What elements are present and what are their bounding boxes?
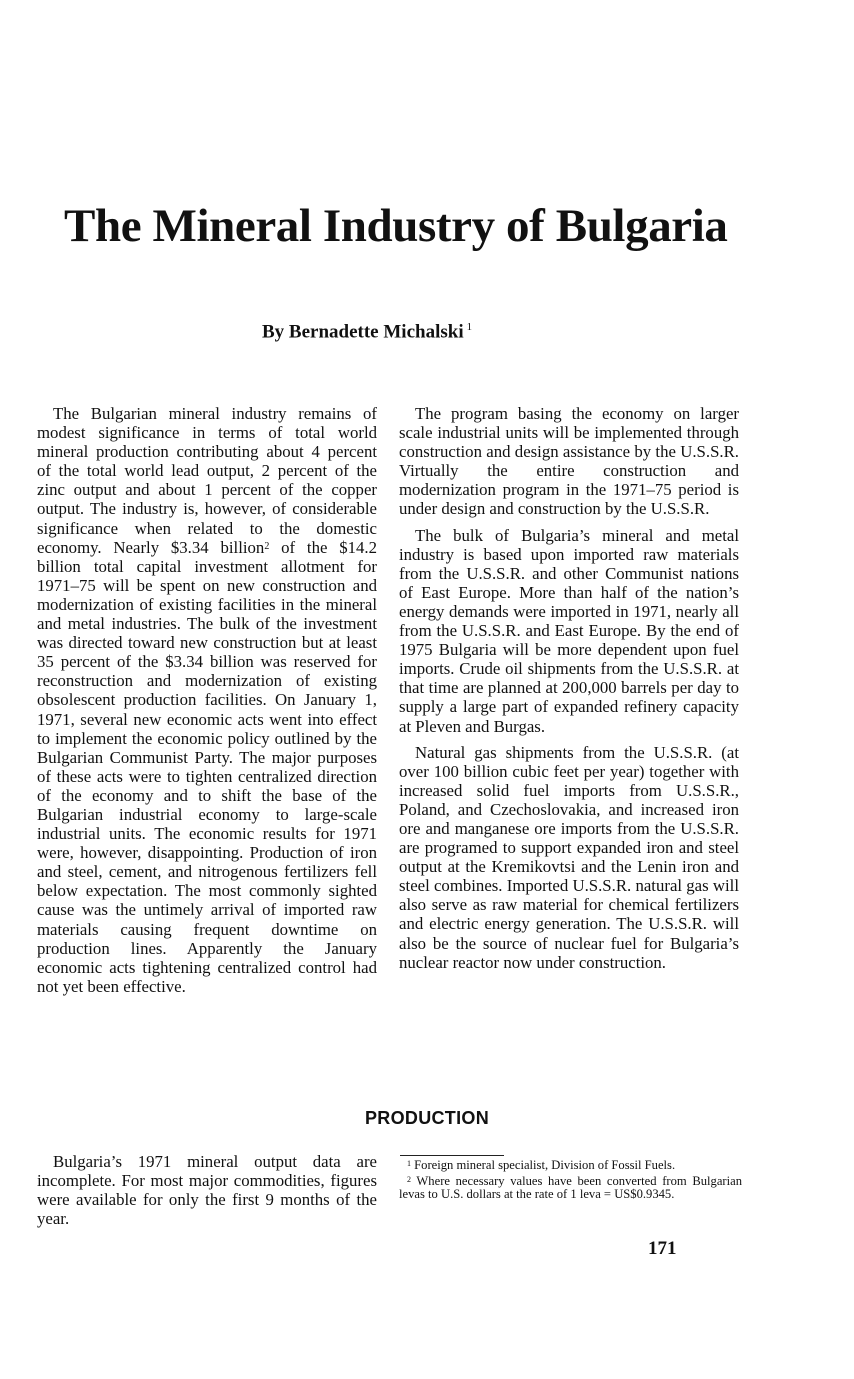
body-paragraph xyxy=(37,404,377,996)
body-paragraph: The bulk of Bulgaria’s mineral and metal industry is based upon imported raw materials from the U.S.S.R. and other Communist nations of East Europe. More than half of the nation’s energy demands were imported in 1971, nearly all from the U.S.S.R. and East Europe. By the end of 1975 Bulgaria will be more dependent upon fuel imports. Crude oil shipments from the U.S.S.R. at that time are planned at 200,000 barrels per day to supply a large part of expanded refinery capacity at Pleven and Burgas. xyxy=(399,525,739,736)
left-column xyxy=(37,404,377,1003)
footnote-text: Where necessary values have been converted from Bulgarian levas to U.S. dollars at the rate of 1 leva = US$0.9345. xyxy=(399,1174,742,1202)
paragraph-text: of the $14.2 billion total capital investment allotment for 1971–75 will be spent on new construction and modernization of existing facilities in the mineral and metal industries. The bulk of the investment was directed toward new construction but at least 35 percent of the $3.34 billion was reserved for reconstruction and modernization of existing obsolescent production facilities. On January 1, 1971, several new economic acts went into effect to implement the economic policy outlined by the Bulgarian Communist Party. The major purposes of these acts were to tighten centralized direction of the economy and to shift the base of the Bulgarian industrial economy to large-scale industrial units. The economic results for 1971 were, however, disappointing. Production of iron and steel, cement, and nitrogenous fertilizers fell below expectation. The most commonly sighted cause was the untimely arrival of imported raw materials causing frequent downtime on production lines. Apparently the January economic acts tightening centralized control had not yet been effective. xyxy=(37,537,377,996)
footnote-number: 2 xyxy=(407,1175,411,1185)
paragraph-text: The Bulgarian mineral industry remains of modest significance in terms of total world mineral production contributing about 4 percent of the total world lead output, 2 percent of the zinc output and about 1 percent of the copper output. The industry is, however, of considerable significance when related to the domestic economy. Nearly $3.34 billion xyxy=(37,404,377,557)
footnote-number: 1 xyxy=(407,1159,411,1168)
byline xyxy=(262,314,472,345)
footnote xyxy=(399,1175,742,1201)
footnote xyxy=(399,1159,742,1172)
section-heading-production: PRODUCTION xyxy=(365,1108,489,1128)
body-paragraph: Bulgaria’s 1971 mineral output data are incomplete. For most major commodities, figures were available for only the first 9 months of the year. xyxy=(37,1152,377,1229)
footnote-text: Foreign mineral specialist, Division of Fossil Fuels. xyxy=(411,1158,676,1172)
author-name: By Bernadette Michalski xyxy=(262,321,464,343)
footnotes xyxy=(399,1159,742,1205)
page-number: 171 xyxy=(648,1238,677,1259)
article-title: The Mineral Industry of Bulgaria xyxy=(64,200,728,252)
production-column xyxy=(37,1152,377,1235)
byline-footnote-ref: 1 xyxy=(466,321,473,333)
body-paragraph: Natural gas shipments from the U.S.S.R. (at over 100 billion cubic feet per year) together with increased solid fuel imports from U.S.S.R., Poland, and Czechoslovakia, and increased iron ore and manganese ore imports from the U.S.S.R. are programed to support expanded iron and steel output at the Kremikovtsi and the Lenin iron and steel combines. Imported U.S.S.R. natural gas will also serve as raw material for chemical fertilizers and electric energy generation. The U.S.S.R. will also be the source of nuclear fuel for Bulgaria’s nuclear reactor now under construction. xyxy=(399,742,739,972)
footnote-divider xyxy=(400,1155,504,1156)
footnote-ref: 2 xyxy=(264,540,270,552)
body-paragraph: The program basing the economy on larger scale industrial units will be implemented through construction and design assistance by the U.S.S.R. Virtually the entire construction and modernization program in the 1971–75 period is under design and construction by the U.S.S.R. xyxy=(399,404,739,519)
right-column xyxy=(399,404,739,979)
